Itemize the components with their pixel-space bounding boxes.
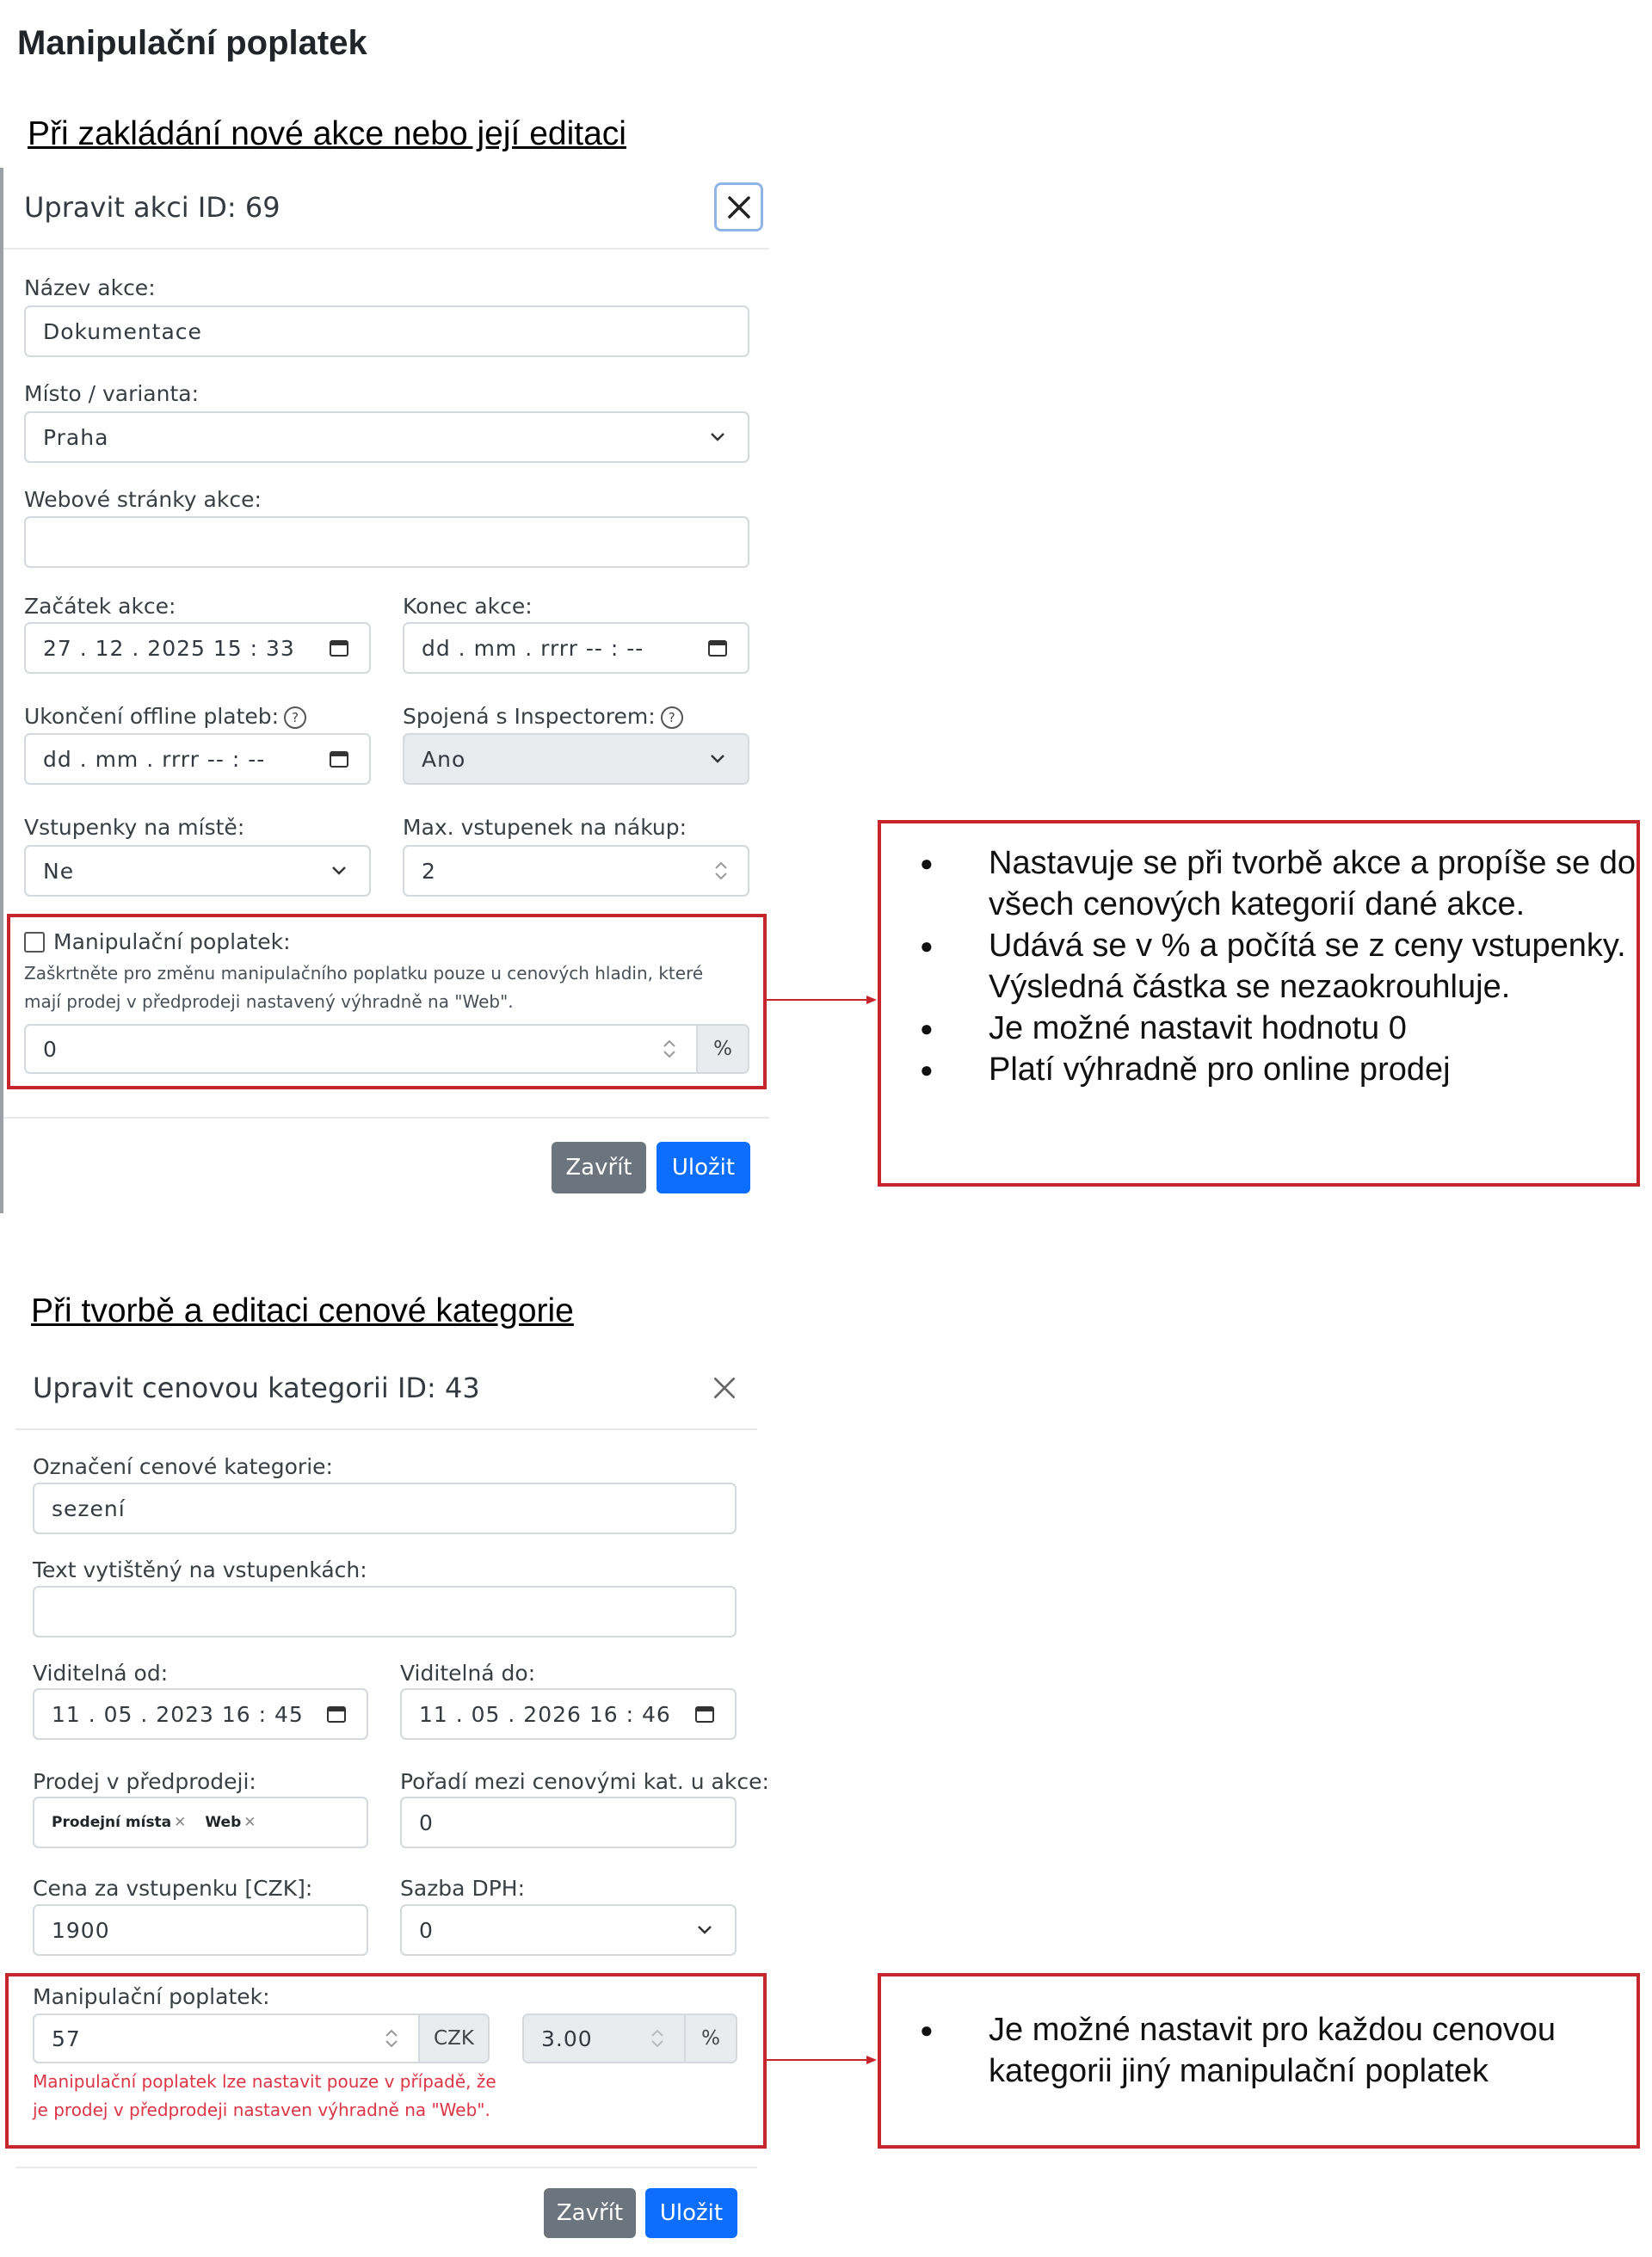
close-modal-button[interactable]: Zavřít [544,2188,636,2238]
modal1-left-edge [0,168,3,1213]
annotation-arrow [767,991,878,1008]
annotation-item: ● Je možné nastavit pro každou cenovou kategorii jiný manipulační poplatek [881,2009,1637,2092]
handling-fee-warning: Manipulační poplatek lze nastavit pouze v případě, že je prodej v předprodeji nastaven výhradně na "Web". [33,2071,496,2120]
save-button[interactable]: Uložit [645,2188,737,2238]
chevron-down-icon [692,1917,718,1943]
vat-value: 0 [419,1917,434,1943]
close-icon[interactable] [711,1374,738,1402]
chevron-down-icon [705,424,730,450]
handling-fee-amount-value: 57 [52,2026,81,2051]
remove-tag-icon[interactable]: ✕ [243,1814,256,1831]
close-modal-button[interactable]: Zavřít [552,1142,646,1193]
calendar-icon[interactable] [705,635,730,661]
handling-fee-unit: % [696,1024,749,1074]
modal1-header-divider [3,248,769,250]
end-value: dd . mm . rrrr -- : -- [422,635,644,661]
handling-fee-checkbox[interactable] [24,932,45,953]
help-icon[interactable]: ? [284,706,306,729]
visible-from-input[interactable] [33,1688,368,1740]
visible-from-label: Viditelná od: [33,1661,169,1686]
section1-title: Při zakládání nové akce nebo její editaci [28,115,626,152]
help-icon[interactable]: ? [661,706,683,729]
vat-select[interactable] [400,1904,737,1956]
inspector-label: Spojená s Inspectorem: ? [403,704,683,729]
vat-label: Sazba DPH: [400,1876,525,1901]
venue-select[interactable] [24,411,749,463]
spinner-icon[interactable] [382,2026,401,2051]
save-button[interactable]: Uložit [656,1142,750,1193]
start-label: Začátek akce: [24,594,176,619]
start-value: 27 . 12 . 2025 15 : 33 [43,635,295,661]
remove-tag-icon[interactable]: ✕ [174,1814,187,1831]
spinner-icon [648,2026,667,2051]
calendar-icon[interactable] [692,1701,718,1727]
visible-to-label: Viditelná do: [400,1661,536,1686]
venue-value: Praha [43,424,109,450]
presale-label: Prodej v předprodeji: [33,1769,256,1794]
chevron-down-icon [705,746,730,772]
annotation-item: ● Nastavuje se při tvorbě akce a propíše se do všech cenových kategorií dané akce. [881,842,1637,925]
handling-fee-amount-input[interactable] [33,2013,420,2063]
event-name-input[interactable] [24,305,749,357]
handling-fee-checkbox-row[interactable] [24,929,291,954]
spinner-icon[interactable] [712,858,730,884]
annotation-box [878,820,1640,1187]
order-value: 0 [419,1810,434,1835]
website-input[interactable] [24,516,749,568]
chevron-down-icon [326,858,352,884]
ticket-text-label: Text vytištěný na vstupenkách: [33,1557,367,1582]
event-name-value: Dokumentace [43,318,202,344]
visible-to-input[interactable] [400,1688,737,1740]
presale-tag[interactable]: Web ✕ [205,1814,256,1831]
inspector-value: Ano [422,746,466,772]
annotation-item: ● Platí výhradně pro online prodej [881,1049,1637,1090]
calendar-icon[interactable] [324,1701,349,1727]
max-tickets-label: Max. vstupenek na nákup: [403,815,687,840]
calendar-icon[interactable] [326,635,352,661]
section2-title: Při tvorbě a editaci cenové kategorie [31,1292,574,1329]
handling-fee-label: Manipulační poplatek: [33,1984,270,2009]
visible-to-value: 11 . 05 . 2026 16 : 46 [419,1701,671,1727]
offline-payment-end-label: Ukončení offline plateb: ? [24,704,306,729]
modal1-title: Upravit akci ID: 69 [24,191,280,224]
offline-payment-end-value: dd . mm . rrrr -- : -- [43,746,266,772]
onsite-tickets-label: Vstupenky na místě: [24,815,245,840]
close-button[interactable] [714,182,763,231]
price-label: Cena za vstupenku [CZK]: [33,1876,313,1901]
max-tickets-input[interactable] [403,845,749,897]
handling-fee-percent-input [522,2013,686,2063]
event-name-label: Název akce: [24,275,156,300]
page-heading: Manipulační poplatek [17,24,367,62]
end-label: Konec akce: [403,594,533,619]
presale-tag[interactable]: Prodejní místa ✕ [52,1814,187,1831]
order-input[interactable] [400,1797,737,1848]
handling-fee-currency: CZK [418,2013,490,2063]
onsite-tickets-value: Ne [43,858,75,884]
annotation-list [881,842,1637,1090]
end-datetime-input[interactable] [403,622,749,674]
spinner-icon[interactable] [660,1036,679,1062]
order-label: Pořadí mezi cenovými kat. u akce: [400,1769,769,1794]
modal2-title: Upravit cenovou kategorii ID: 43 [33,1372,480,1404]
calendar-icon[interactable] [326,746,352,772]
onsite-tickets-select[interactable] [24,845,371,897]
price-value: 1900 [52,1917,110,1943]
annotation-item: ● Udává se v % a počítá se z ceny vstupenky. Výsledná částka se nezaokrouhluje. [881,925,1637,1008]
annotation-item: ● Je možné nastavit hodnotu 0 [881,1008,1637,1049]
modal1-footer-divider [3,1117,769,1119]
category-name-value: sezení [52,1495,126,1521]
inspector-select [403,733,749,785]
offline-payment-end-input[interactable] [24,733,371,785]
presale-multiselect[interactable] [33,1797,368,1848]
handling-fee-percent-value: 3.00 [541,2026,593,2051]
category-name-input[interactable] [33,1483,737,1534]
visible-from-value: 11 . 05 . 2023 16 : 45 [52,1701,304,1727]
handling-fee-label: Manipulační poplatek: [53,929,291,954]
modal2-footer-divider [15,2167,757,2168]
start-datetime-input[interactable] [24,622,371,674]
handling-fee-input[interactable] [24,1024,698,1074]
annotation-list [881,2009,1637,2092]
modal2-header-divider [15,1428,757,1430]
annotation-box [878,1973,1640,2149]
max-tickets-value: 2 [422,858,436,884]
close-icon [726,194,752,220]
handling-fee-help-text: Zaškrtněte pro změnu manipulačního poplatku pouze u cenových hladin, které mají prodej v předprodeji nastavený výhradně na "Web". [24,963,704,1012]
venue-label: Místo / varianta: [24,381,200,406]
handling-fee-value: 0 [43,1036,58,1062]
price-input[interactable] [33,1904,368,1956]
ticket-text-input[interactable] [33,1586,737,1637]
annotation-arrow [767,2051,878,2069]
handling-fee-percent-unit: % [684,2013,737,2063]
category-name-label: Označení cenové kategorie: [33,1454,333,1479]
website-label: Webové stránky akce: [24,487,262,512]
